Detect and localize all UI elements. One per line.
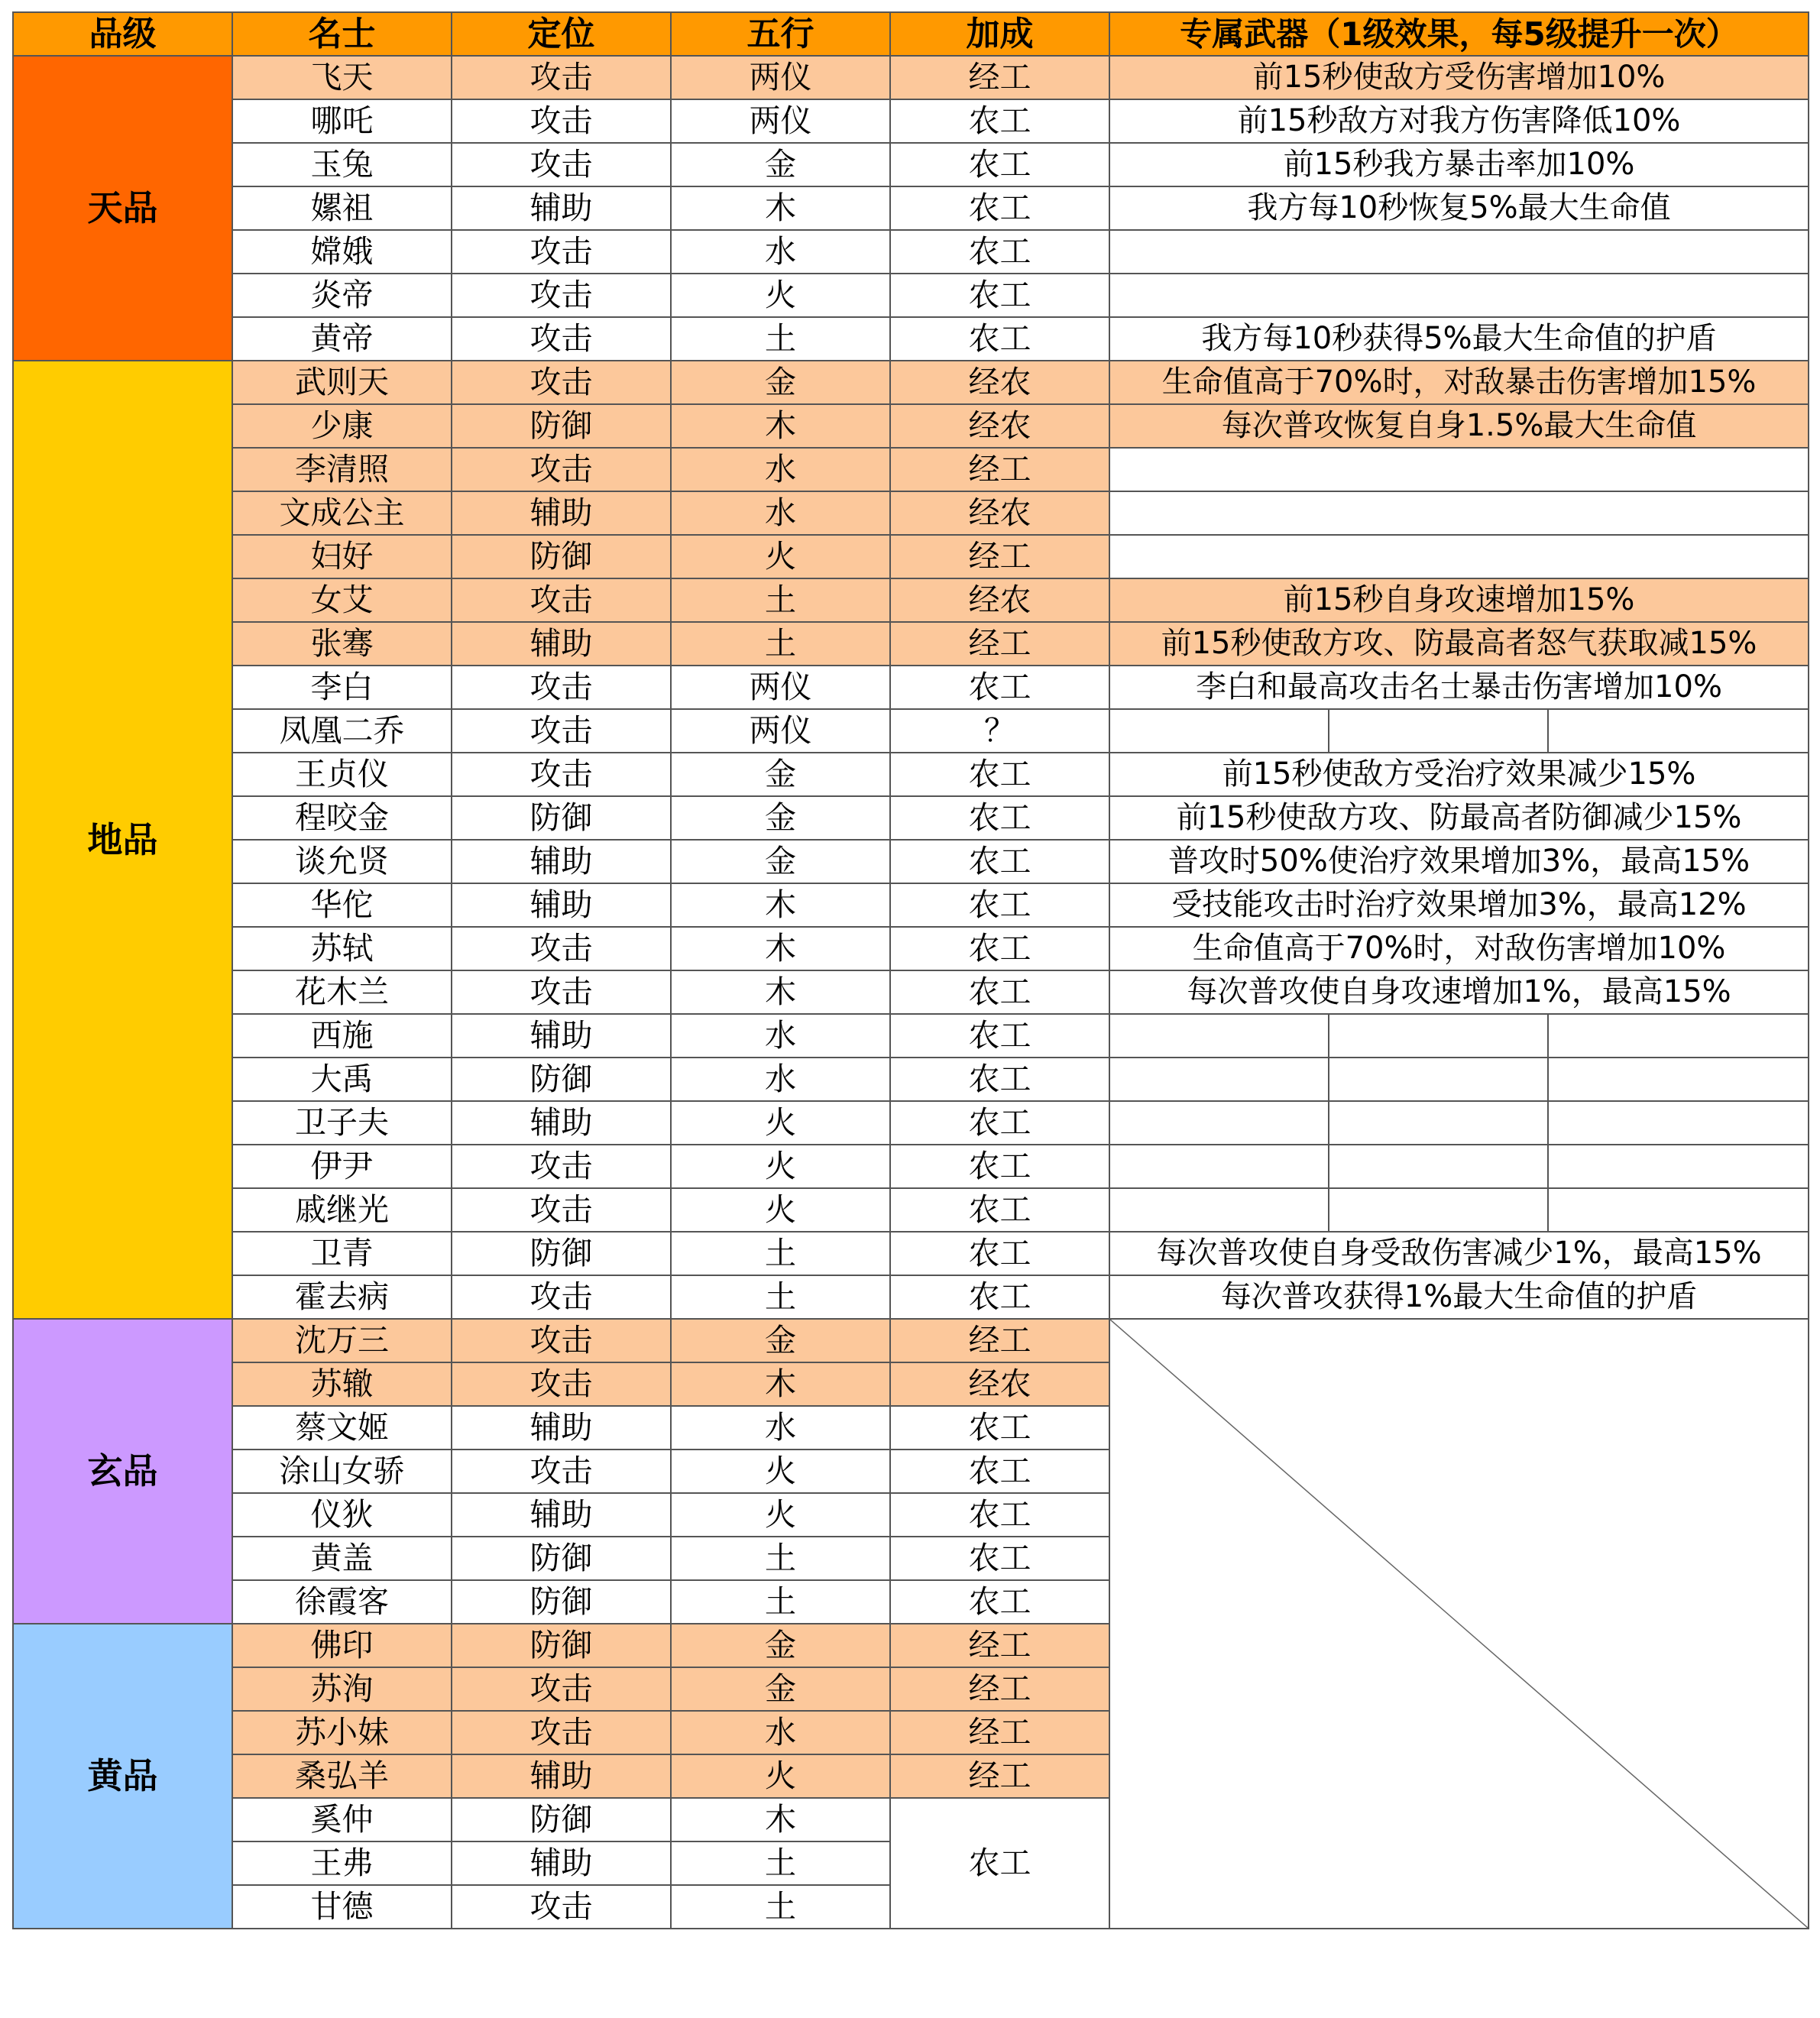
name-cell: 卫子夫 (232, 1101, 452, 1145)
name-cell: 玉兔 (232, 143, 452, 186)
name-cell: 西施 (232, 1014, 452, 1058)
bonus-cell: 经农 (890, 404, 1109, 448)
name-cell: 苏洵 (232, 1667, 452, 1711)
mingshi-table (12, 11, 1809, 1929)
role-cell: 攻击 (452, 1319, 671, 1362)
role-cell: 攻击 (452, 143, 671, 186)
bonus-cell: 经工 (890, 1711, 1109, 1754)
name-cell: 伊尹 (232, 1145, 452, 1188)
name-cell: 华佗 (232, 883, 452, 927)
element-cell: 金 (671, 796, 890, 840)
table-row (13, 1232, 1809, 1275)
bonus-cell: 经农 (890, 491, 1109, 535)
table-row (13, 666, 1809, 709)
bonus-cell: 经农 (890, 361, 1109, 404)
role-cell: 攻击 (452, 970, 671, 1014)
element-cell: 水 (671, 448, 890, 491)
bonus-cell: 农工 (890, 666, 1109, 709)
grade-cell: 玄品 (13, 1319, 232, 1624)
element-cell: 两仪 (671, 56, 890, 99)
name-cell: 少康 (232, 404, 452, 448)
role-cell: 防御 (452, 1798, 671, 1841)
grade-cell: 黄品 (13, 1624, 232, 1929)
effect-empty-cell (1548, 1145, 1809, 1188)
table-wrapper (12, 11, 1808, 1929)
effect-empty-cell (1109, 1014, 1329, 1058)
bonus-cell: 农工 (890, 840, 1109, 883)
element-cell: 金 (671, 1319, 890, 1362)
bonus-cell: 经工 (890, 622, 1109, 666)
element-cell: 土 (671, 317, 890, 361)
name-cell: 哪吒 (232, 99, 452, 143)
role-cell: 攻击 (452, 578, 671, 622)
name-cell: 程咬金 (232, 796, 452, 840)
name-cell: 武则天 (232, 361, 452, 404)
role-cell: 攻击 (452, 927, 671, 970)
table-row (13, 753, 1809, 796)
effect-cell: 每次普攻使自身攻速增加1%，最高15% (1109, 970, 1809, 1014)
diagonal-slash (1110, 1320, 1808, 1928)
name-cell: 奚仲 (232, 1798, 452, 1841)
element-cell: 木 (671, 970, 890, 1014)
element-cell: 土 (671, 1232, 890, 1275)
name-cell: 嫦娥 (232, 230, 452, 274)
bonus-cell-merged: 农工 (890, 1798, 1109, 1929)
bonus-cell: 农工 (890, 970, 1109, 1014)
header-name: 名士 (232, 12, 452, 56)
header-grade: 品级 (13, 12, 232, 56)
element-cell: 火 (671, 1101, 890, 1145)
role-cell: 攻击 (452, 666, 671, 709)
role-cell: 攻击 (452, 709, 671, 753)
element-cell: 木 (671, 1798, 890, 1841)
element-cell: 火 (671, 1450, 890, 1493)
element-cell: 金 (671, 361, 890, 404)
table-row (13, 970, 1809, 1014)
role-cell: 攻击 (452, 1711, 671, 1754)
role-cell: 攻击 (452, 274, 671, 317)
name-cell: 花木兰 (232, 970, 452, 1014)
table-row (13, 1058, 1809, 1101)
element-cell: 水 (671, 1014, 890, 1058)
table-row (13, 840, 1809, 883)
table-row (13, 1275, 1809, 1319)
effect-empty-cell (1548, 1014, 1809, 1058)
role-cell: 攻击 (452, 230, 671, 274)
table-row (13, 927, 1809, 970)
table-row (13, 56, 1809, 99)
name-cell: 徐霞客 (232, 1580, 452, 1624)
bonus-cell: 农工 (890, 883, 1109, 927)
header-weapon: 专属武器（1级效果，每5级提升一次） (1109, 12, 1809, 56)
role-cell: 辅助 (452, 1014, 671, 1058)
table-row (13, 230, 1809, 274)
name-cell: 飞天 (232, 56, 452, 99)
table-row (13, 622, 1809, 666)
element-cell: 水 (671, 1058, 890, 1101)
effect-empty-cell (1329, 709, 1548, 753)
bonus-cell: 经工 (890, 1667, 1109, 1711)
effect-cell (1109, 535, 1809, 578)
bonus-cell: 农工 (890, 1145, 1109, 1188)
name-cell: 李清照 (232, 448, 452, 491)
role-cell: 防御 (452, 1624, 671, 1667)
effect-cell: 前15秒使敌方攻、防最高者防御减少15% (1109, 796, 1809, 840)
role-cell: 攻击 (452, 361, 671, 404)
element-cell: 土 (671, 1580, 890, 1624)
bonus-cell: 农工 (890, 1406, 1109, 1450)
effect-cell: 每次普攻使自身受敌伤害减少1%，最高15% (1109, 1232, 1809, 1275)
table-row (13, 796, 1809, 840)
element-cell: 火 (671, 1493, 890, 1537)
table-row (13, 448, 1809, 491)
table-row (13, 1319, 1809, 1362)
role-cell: 辅助 (452, 186, 671, 230)
element-cell: 土 (671, 1841, 890, 1885)
grade-cell: 天品 (13, 56, 232, 361)
bonus-cell: ？ (890, 709, 1109, 753)
role-cell: 防御 (452, 535, 671, 578)
element-cell: 金 (671, 753, 890, 796)
bonus-cell: 农工 (890, 230, 1109, 274)
role-cell: 攻击 (452, 1188, 671, 1232)
effect-cell: 前15秒敌方对我方伤害降低10% (1109, 99, 1809, 143)
table-row (13, 1145, 1809, 1188)
name-cell: 妇好 (232, 535, 452, 578)
role-cell: 攻击 (452, 56, 671, 99)
table-row (13, 143, 1809, 186)
name-cell: 凤凰二乔 (232, 709, 452, 753)
name-cell: 桑弘羊 (232, 1754, 452, 1798)
element-cell: 水 (671, 1711, 890, 1754)
element-cell: 金 (671, 1624, 890, 1667)
name-cell: 涂山女骄 (232, 1450, 452, 1493)
name-cell: 苏小妹 (232, 1711, 452, 1754)
role-cell: 攻击 (452, 317, 671, 361)
effect-empty-cell (1109, 709, 1329, 753)
role-cell: 辅助 (452, 1101, 671, 1145)
bonus-cell: 经工 (890, 1624, 1109, 1667)
effect-empty-cell (1329, 1101, 1548, 1145)
effect-empty-cell (1329, 1014, 1548, 1058)
effect-empty-cell (1548, 1101, 1809, 1145)
element-cell: 土 (671, 1537, 890, 1580)
element-cell: 木 (671, 186, 890, 230)
role-cell: 防御 (452, 1580, 671, 1624)
bonus-cell: 农工 (890, 796, 1109, 840)
role-cell: 攻击 (452, 448, 671, 491)
bonus-cell: 农工 (890, 1101, 1109, 1145)
table-row (13, 535, 1809, 578)
element-cell: 火 (671, 274, 890, 317)
effect-cell: 前15秒自身攻速增加15% (1109, 578, 1809, 622)
role-cell: 防御 (452, 796, 671, 840)
element-cell: 两仪 (671, 709, 890, 753)
table-row (13, 1014, 1809, 1058)
element-cell: 金 (671, 143, 890, 186)
table-row (13, 883, 1809, 927)
effect-cell (1109, 448, 1809, 491)
element-cell: 水 (671, 1406, 890, 1450)
effect-cell: 李白和最高攻击名士暴击伤害增加10% (1109, 666, 1809, 709)
table-row (13, 709, 1809, 753)
role-cell: 辅助 (452, 840, 671, 883)
bonus-cell: 农工 (890, 1580, 1109, 1624)
bonus-cell: 经工 (890, 448, 1109, 491)
table-row (13, 361, 1809, 404)
element-cell: 土 (671, 622, 890, 666)
bonus-cell: 农工 (890, 1058, 1109, 1101)
header-bonus: 加成 (890, 12, 1109, 56)
bonus-cell: 农工 (890, 927, 1109, 970)
name-cell: 戚继光 (232, 1188, 452, 1232)
table-row (13, 317, 1809, 361)
bonus-cell: 农工 (890, 317, 1109, 361)
role-cell: 辅助 (452, 1406, 671, 1450)
name-cell: 佛印 (232, 1624, 452, 1667)
name-cell: 苏轼 (232, 927, 452, 970)
element-cell: 木 (671, 883, 890, 927)
name-cell: 沈万三 (232, 1319, 452, 1362)
name-cell: 蔡文姬 (232, 1406, 452, 1450)
bonus-cell: 农工 (890, 753, 1109, 796)
bonus-cell: 农工 (890, 1450, 1109, 1493)
element-cell: 火 (671, 535, 890, 578)
effect-empty-cell (1109, 1188, 1329, 1232)
role-cell: 攻击 (452, 1145, 671, 1188)
table-row (13, 186, 1809, 230)
role-cell: 攻击 (452, 1362, 671, 1406)
name-cell: 炎帝 (232, 274, 452, 317)
element-cell: 两仪 (671, 666, 890, 709)
name-cell: 大禹 (232, 1058, 452, 1101)
effect-cell: 受技能攻击时治疗效果增加3%，最高12% (1109, 883, 1809, 927)
element-cell: 水 (671, 491, 890, 535)
header-row (13, 12, 1809, 56)
name-cell: 文成公主 (232, 491, 452, 535)
bonus-cell: 农工 (890, 1188, 1109, 1232)
role-cell: 辅助 (452, 1493, 671, 1537)
effect-empty-cell (1109, 1058, 1329, 1101)
effect-cell (1109, 274, 1809, 317)
name-cell: 嫘祖 (232, 186, 452, 230)
effect-cell: 前15秒使敌方受治疗效果减少15% (1109, 753, 1809, 796)
table-row (13, 1101, 1809, 1145)
effect-empty-cell (1548, 1188, 1809, 1232)
bonus-cell: 农工 (890, 1493, 1109, 1537)
grade-cell: 地品 (13, 361, 232, 1319)
bonus-cell: 经工 (890, 535, 1109, 578)
bonus-cell: 经农 (890, 578, 1109, 622)
bonus-cell: 农工 (890, 99, 1109, 143)
element-cell: 木 (671, 1362, 890, 1406)
role-cell: 攻击 (452, 1885, 671, 1929)
effect-cell: 我方每10秒获得5%最大生命值的护盾 (1109, 317, 1809, 361)
bonus-cell: 农工 (890, 1537, 1109, 1580)
table-row (13, 274, 1809, 317)
element-cell: 木 (671, 404, 890, 448)
effect-empty-cell (1109, 1101, 1329, 1145)
effect-cell: 我方每10秒恢复5%最大生命值 (1109, 186, 1809, 230)
element-cell: 土 (671, 578, 890, 622)
effect-cell: 生命值高于70%时，对敌伤害增加10% (1109, 927, 1809, 970)
bonus-cell: 农工 (890, 1014, 1109, 1058)
effect-empty-cell (1329, 1058, 1548, 1101)
effect-cell: 每次普攻获得1%最大生命值的护盾 (1109, 1275, 1809, 1319)
effect-cell: 每次普攻恢复自身1.5%最大生命值 (1109, 404, 1809, 448)
name-cell: 黄帝 (232, 317, 452, 361)
bonus-cell: 经工 (890, 1319, 1109, 1362)
role-cell: 辅助 (452, 622, 671, 666)
effect-empty-cell (1329, 1145, 1548, 1188)
role-cell: 攻击 (452, 99, 671, 143)
bonus-cell: 经农 (890, 1362, 1109, 1406)
name-cell: 王弗 (232, 1841, 452, 1885)
element-cell: 火 (671, 1188, 890, 1232)
effect-empty-cell (1329, 1188, 1548, 1232)
effect-empty-cell (1548, 709, 1809, 753)
effect-empty-cell (1548, 1058, 1809, 1101)
role-cell: 辅助 (452, 883, 671, 927)
table-row (13, 578, 1809, 622)
name-cell: 苏辙 (232, 1362, 452, 1406)
element-cell: 土 (671, 1885, 890, 1929)
role-cell: 攻击 (452, 1667, 671, 1711)
element-cell: 火 (671, 1754, 890, 1798)
name-cell: 卫青 (232, 1232, 452, 1275)
element-cell: 金 (671, 840, 890, 883)
bonus-cell: 经工 (890, 1754, 1109, 1798)
effect-cell (1109, 491, 1809, 535)
role-cell: 防御 (452, 1232, 671, 1275)
element-cell: 两仪 (671, 99, 890, 143)
element-cell: 木 (671, 927, 890, 970)
name-cell: 谈允贤 (232, 840, 452, 883)
effect-cell: 前15秒我方暴击率加10% (1109, 143, 1809, 186)
element-cell: 火 (671, 1145, 890, 1188)
effect-cell: 前15秒使敌方攻、防最高者怒气获取减15% (1109, 622, 1809, 666)
bonus-cell: 经工 (890, 56, 1109, 99)
role-cell: 辅助 (452, 1754, 671, 1798)
header-role: 定位 (452, 12, 671, 56)
role-cell: 攻击 (452, 1275, 671, 1319)
bonus-cell: 农工 (890, 186, 1109, 230)
name-cell: 女艾 (232, 578, 452, 622)
header-element: 五行 (671, 12, 890, 56)
role-cell: 辅助 (452, 1841, 671, 1885)
effect-cell: 前15秒使敌方受伤害增加10% (1109, 56, 1809, 99)
name-cell: 李白 (232, 666, 452, 709)
effect-diagonal-cell (1109, 1319, 1809, 1929)
role-cell: 防御 (452, 404, 671, 448)
role-cell: 辅助 (452, 491, 671, 535)
effect-empty-cell (1109, 1145, 1329, 1188)
name-cell: 甘德 (232, 1885, 452, 1929)
name-cell: 黄盖 (232, 1537, 452, 1580)
name-cell: 仪狄 (232, 1493, 452, 1537)
name-cell: 张骞 (232, 622, 452, 666)
role-cell: 防御 (452, 1537, 671, 1580)
table-row (13, 1188, 1809, 1232)
name-cell: 霍去病 (232, 1275, 452, 1319)
element-cell: 水 (671, 230, 890, 274)
role-cell: 攻击 (452, 1450, 671, 1493)
table-row (13, 491, 1809, 535)
table-row (13, 404, 1809, 448)
effect-cell (1109, 230, 1809, 274)
effect-cell: 生命值高于70%时，对敌暴击伤害增加15% (1109, 361, 1809, 404)
bonus-cell: 农工 (890, 1275, 1109, 1319)
role-cell: 攻击 (452, 753, 671, 796)
bonus-cell: 农工 (890, 143, 1109, 186)
name-cell: 王贞仪 (232, 753, 452, 796)
table-row (13, 99, 1809, 143)
role-cell: 防御 (452, 1058, 671, 1101)
bonus-cell: 农工 (890, 1232, 1109, 1275)
bonus-cell: 农工 (890, 274, 1109, 317)
element-cell: 土 (671, 1275, 890, 1319)
effect-cell: 普攻时50%使治疗效果增加3%，最高15% (1109, 840, 1809, 883)
element-cell: 金 (671, 1667, 890, 1711)
